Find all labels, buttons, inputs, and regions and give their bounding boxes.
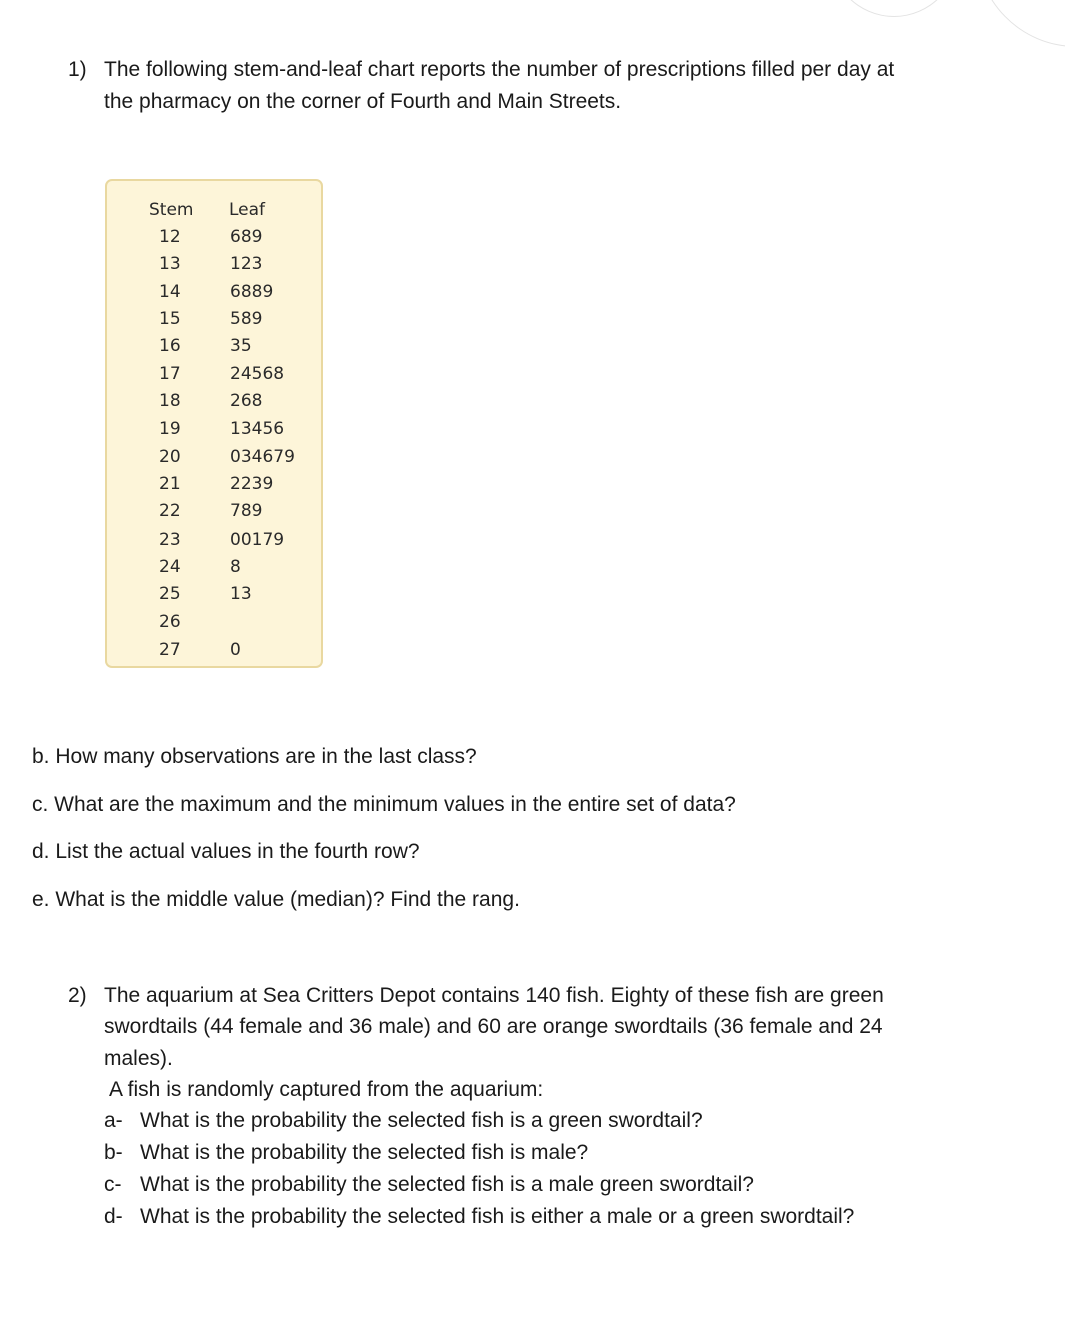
stem-value: 21 [159,474,181,494]
leaf-value: 24568 [230,364,285,384]
leaf-value: 689 [230,227,263,247]
stem-leaf-row [107,309,321,331]
corner-decoration [828,0,960,17]
stem-value: 17 [159,364,181,384]
stem-value: 14 [159,282,181,302]
stem-value: 13 [159,254,181,274]
stem-value: 15 [159,309,181,329]
stem-leaf-row [107,391,321,413]
leaf-value: 13 [230,584,252,604]
item-letter: c- [104,1173,122,1196]
item-letter: a- [104,1109,123,1132]
leaf-value: 034679 [230,447,295,467]
stem-value: 19 [159,419,181,439]
corner-decoration [975,0,1065,47]
stem-value: 12 [159,227,181,247]
stem-and-leaf-chart [105,179,323,668]
leaf-value: 268 [230,391,263,411]
question-1-line-1: The following stem-and-leaf chart reports the number of prescriptions filled per day at [104,58,895,81]
item-text: What is the probability the selected fish is a green swordtail? [140,1109,703,1132]
stem-leaf-row [107,530,321,552]
question-1-number: 1) [68,58,87,81]
leaf-value: 2239 [230,474,274,494]
question-1-part-b: b. How many observations are in the last class? [32,745,477,768]
item-text: What is the probability the selected fish is male? [140,1141,589,1164]
stem-leaf-row [107,640,321,662]
stem-value: 23 [159,530,181,550]
stem-header: Stem [149,200,194,220]
question-1-line-2: the pharmacy on the corner of Fourth and Main Streets. [104,90,622,113]
item-letter: d- [104,1205,123,1228]
item-text: What is the probability the selected fish is either a male or a green swordtail? [140,1205,855,1228]
question-1-part-c: c. What are the maximum and the minimum values in the entire set of data? [32,793,736,816]
stem-leaf-row [107,584,321,606]
stem-leaf-row [107,336,321,358]
stem-value: 25 [159,584,181,604]
leaf-value: 6889 [230,282,274,302]
stem-leaf-row [107,474,321,496]
stem-value: 26 [159,612,181,632]
question-2-number: 2) [68,984,87,1007]
question-1-part-d: d. List the actual values in the fourth row? [32,840,420,863]
question-2-line-4: A fish is randomly captured from the aquarium: [109,1078,544,1101]
stem-leaf-row [107,419,321,441]
stem-value: 20 [159,447,181,467]
stem-value: 18 [159,391,181,411]
leaf-value: 589 [230,309,263,329]
question-1-part-e: e. What is the middle value (median)? Find the rang. [32,888,520,911]
leaf-value: 35 [230,336,252,356]
leaf-value: 789 [230,501,263,521]
stem-leaf-row [107,254,321,276]
leaf-header: Leaf [229,200,266,220]
stem-leaf-row [107,557,321,579]
stem-leaf-row [107,364,321,386]
stem-leaf-row [107,447,321,469]
leaf-value: 0 [230,640,241,660]
question-2-line-1: The aquarium at Sea Critters Depot contains 140 fish. Eighty of these fish are green [104,984,884,1007]
stem-leaf-row [107,282,321,304]
stem-leaf-row [107,612,321,634]
stem-value: 16 [159,336,181,356]
question-2-line-2: swordtails (44 female and 36 male) and 60 are orange swordtails (36 female and 24 [104,1015,883,1038]
leaf-value: 00179 [230,530,285,550]
leaf-value: 13456 [230,419,285,439]
stem-value: 24 [159,557,181,577]
stem-value: 27 [159,640,181,660]
item-letter: b- [104,1141,123,1164]
leaf-value: 123 [230,254,263,274]
leaf-value: 8 [230,557,241,577]
question-2-line-3: males). [104,1047,173,1070]
stem-leaf-row [107,501,321,523]
stem-value: 22 [159,501,181,521]
item-text: What is the probability the selected fish is a male green swordtail? [140,1173,754,1196]
stem-leaf-row [107,227,321,249]
